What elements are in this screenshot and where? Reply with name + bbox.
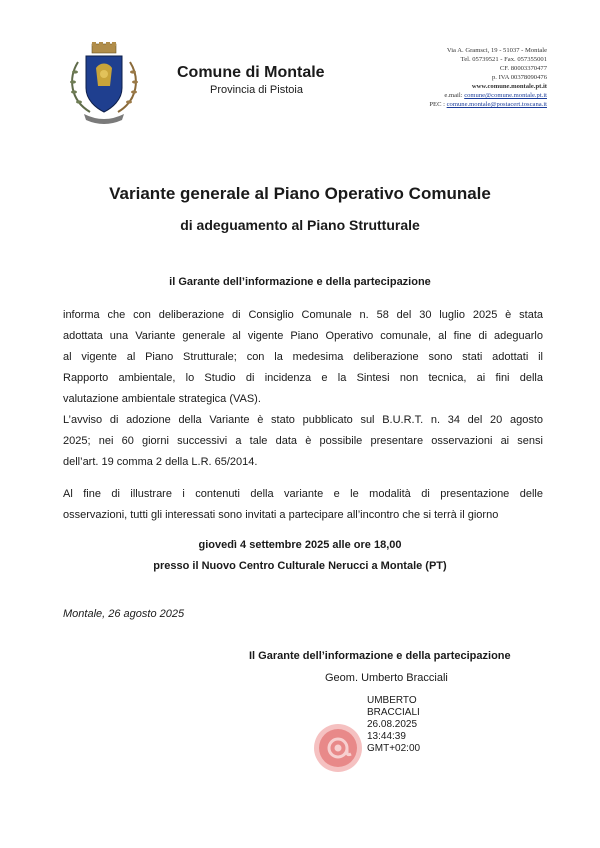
paragraph-line: dell’art. 19 comma 2 della L.R. 65/2014. (63, 456, 258, 468)
paragraph-line: Al fine di illustrare i contenuti della variante e le modalità di presentazione delle (63, 488, 543, 500)
paragraph-line: al vigente al Piano Strutturale; con la medesima deliberazione sono stati adottati il (63, 351, 543, 363)
address: Via A. Gramsci, 19 - 51037 - Montale (446, 47, 547, 54)
paragraph-1 (63, 305, 543, 410)
website-link[interactable]: www.comune.montale.pt.it (471, 83, 547, 90)
signature-line: UMBERTO (367, 695, 417, 706)
event-date: giovedì 4 settembre 2025 alle ore 18,00 (198, 539, 402, 551)
pec-label: PEC : (429, 101, 445, 108)
paragraph-line: adottata una Variante generale al vigente Piano Operativo comunale, al fine di adeguarlo (63, 330, 543, 342)
paragraph-line: informa che con deliberazione di Consiglio Comunale n. 58 del 30 luglio 2025 è stata (63, 309, 543, 321)
signature-line: 13:44:39 (367, 731, 406, 742)
pec-link[interactable]: comune.montale@postacert.toscana.it (446, 101, 547, 108)
signature-line: GMT+02:00 (367, 743, 421, 754)
paragraph-line: 2025; nei 60 giorni successivi a tale data è possibile presentare osservazioni ai sensi (63, 435, 543, 447)
signature-line: BRACCIALI (367, 707, 420, 718)
digital-signature-text (367, 695, 420, 755)
issuer-heading: il Garante dell’informazione e della partecipazione (169, 276, 431, 288)
signature-line: 26.08.2025 (367, 719, 418, 730)
signature-title: Il Garante dell’informazione e della partecipazione (249, 650, 511, 662)
org-name: Comune di Montale (177, 64, 325, 81)
email-label: e.mail: (444, 92, 463, 99)
digital-signature-seal-icon (312, 722, 364, 774)
document-title: Variante generale al Piano Operativo Comunale (109, 184, 491, 203)
coat-of-arms-logo (66, 42, 142, 128)
paragraph-2 (63, 410, 543, 473)
paragraph-line: valutazione ambientale strategica (VAS). (63, 393, 261, 405)
paragraph-line: osservazioni, tutti gli interessati sono invitati a partecipare all’incontro che si terrà il giorno (63, 509, 499, 521)
place-date: Montale, 26 agosto 2025 (63, 608, 185, 620)
paragraph-3 (63, 484, 543, 526)
province-name: Provincia di Pistoia (210, 84, 303, 96)
pec-row (390, 100, 547, 109)
paragraph-line: L’avviso di adozione della Variante è stato pubblicato sul B.U.R.T. n. 34 del 20 agosto (63, 414, 543, 426)
phone-fax: Tel. 05739521 - Fax. 057355001 (460, 56, 547, 63)
event-place: presso il Nuovo Centro Culturale Nerucci a Montale (PT) (153, 560, 447, 572)
contact-block (390, 46, 547, 109)
document-subtitle: di adeguamento al Piano Strutturale (180, 217, 420, 233)
email-link[interactable]: comune@comune.montale.pt.it (464, 92, 547, 99)
vat-number: p. IVA 00378090476 (491, 74, 547, 81)
fiscal-code: CF. 80003370477 (499, 65, 547, 72)
email-row (390, 91, 547, 100)
signature-name: Geom. Umberto Bracciali (325, 672, 448, 684)
paragraph-line: Rapporto ambientale, lo Studio di incidenza e la Sintesi non tecnica, ai fini della (63, 372, 543, 384)
